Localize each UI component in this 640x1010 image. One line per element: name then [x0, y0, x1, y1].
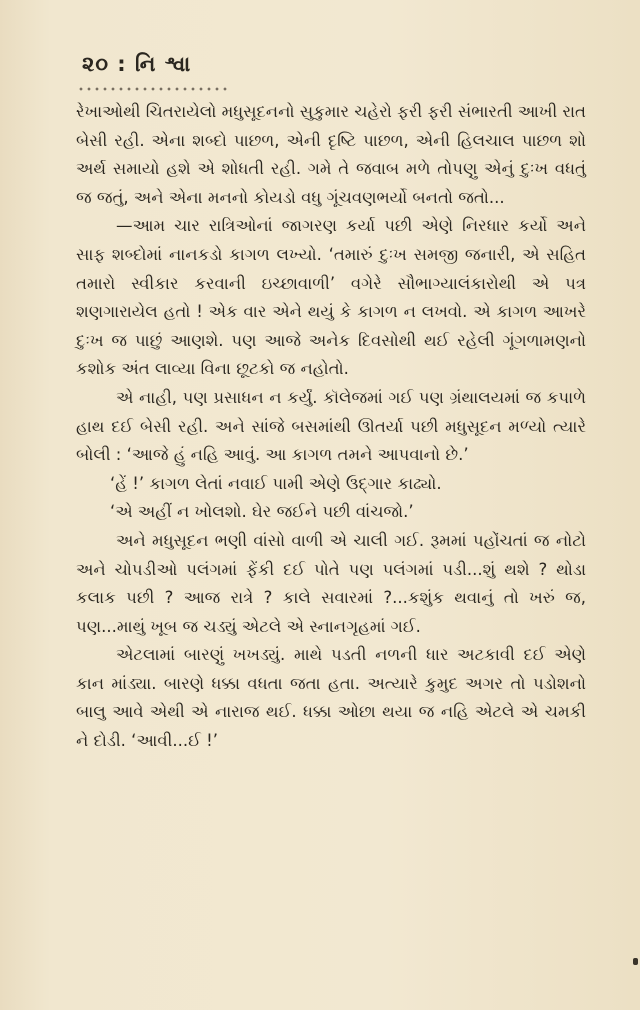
paragraph-7: એટલામાં બારણું ખખડ્યું. માથે પડતી નળની ધાર અટકાવી દઈ એણે કાન માંડ્યા. બારણે ધક્કા વધતા જતા હતા. અત્યારે કુમુદ અગર તો પડોશનો બાલુ આવે એથી એ નારાજ થઈ. ધક્કા ઓછા થયા જ નહિ એટલે એ ચમકી ને દોડી. ‘આવી...ઈ !’	[76, 645, 586, 751]
paragraph-4: ‘હેં !’ કાગળ લેતાં નવાઈ પામી એણે ઉદ્‌ગાર કાઢ્યો.	[110, 473, 442, 493]
page-edge-mark	[633, 958, 638, 965]
running-head: ૨૦ : નિ શ્વા	[82, 52, 192, 76]
paragraph-2: —આમ ચાર રાત્રિઓનાં જાગરણ કર્યા પછી એણે નિરધાર કર્યો અને સાફ શબ્દોમાં નાનકડો કાગળ લખ્યો. ‘તમારું દુઃખ સમજી જનારી, એ સહિત તમારો સ્વીકાર કરવાની ઇચ્છાવાળી’ વગેરે સૌભાગ્યાલંકારોથી એ પત્ર શણગારાયેલ હતો ! એક વાર એને થયું કે કાગળ ન લખવો. એ કાગળ આખરે દુઃખ જ પાછું આણશે. પણ આજે અનેક દિવસોથી થઈ રહેલી ગૂંગળામણનો કશોક અંત લાવ્યા વિના છૂટકો જ નહોતો.	[76, 216, 586, 379]
paragraph-6: અને મધુસૂદન ભણી વાંસો વાળી એ ચાલી ગઈ. રૂમમાં પહોંચતાં જ નોટો અને ચોપડીઓ પલંગમાં ફેંકી દઈ પોતે પણ પલંગમાં પડી...શું થશે ? થોડા કલાક પછી ? આજ રાત્રે ? કાલે સવારમાં ?...કશુંક થવાનું તો ખરું જ, પણ...માથું ખૂબ જ ચડ્યું એટલે એ સ્નાનગૃહમાં ગઈ.	[76, 530, 586, 636]
paragraph-5: ‘એ અહીં ન ખોલશો. ઘેર જઈને પછી વાંચજો.’	[110, 502, 414, 522]
paragraph-1: રેખાઓથી ચિતરાયેલો મધુસૂદનનો સુકુમાર ચહેરો ફરી ફરી સંભારતી આખી રાત બેસી રહી. એના શબ્દો પાછળ, એની દૃષ્ટિ પાછળ, એની હિલચાલ પાછળ શો અર્થ સમાયો હશે એ શોધતી રહી. ગમે તે જવાબ મળે તોપણુ એનું દુઃખ વધતું જ જતું, અને એના મનનો કોયડો વધુ ગૂંચવણભર્યો બનતો જતો...	[76, 102, 586, 207]
paragraph-3: એ નાહી, પણ પ્રસાધન ન કર્યું. કૉલેજમાં ગઈ પણ ગ્રંથાલયમાં જ કપાળે હાથ દઈ બેસી રહી. અને સાંજે બસમાંથી ઊતર્યા પછી મધુસૂદન મળ્યો ત્યારે બોલી : ‘આજે હું નહિ આવું. આ કાગળ તમને આપવાનો છે.’	[76, 387, 586, 465]
page-body	[76, 98, 586, 756]
header-decorative-rule	[78, 86, 228, 92]
